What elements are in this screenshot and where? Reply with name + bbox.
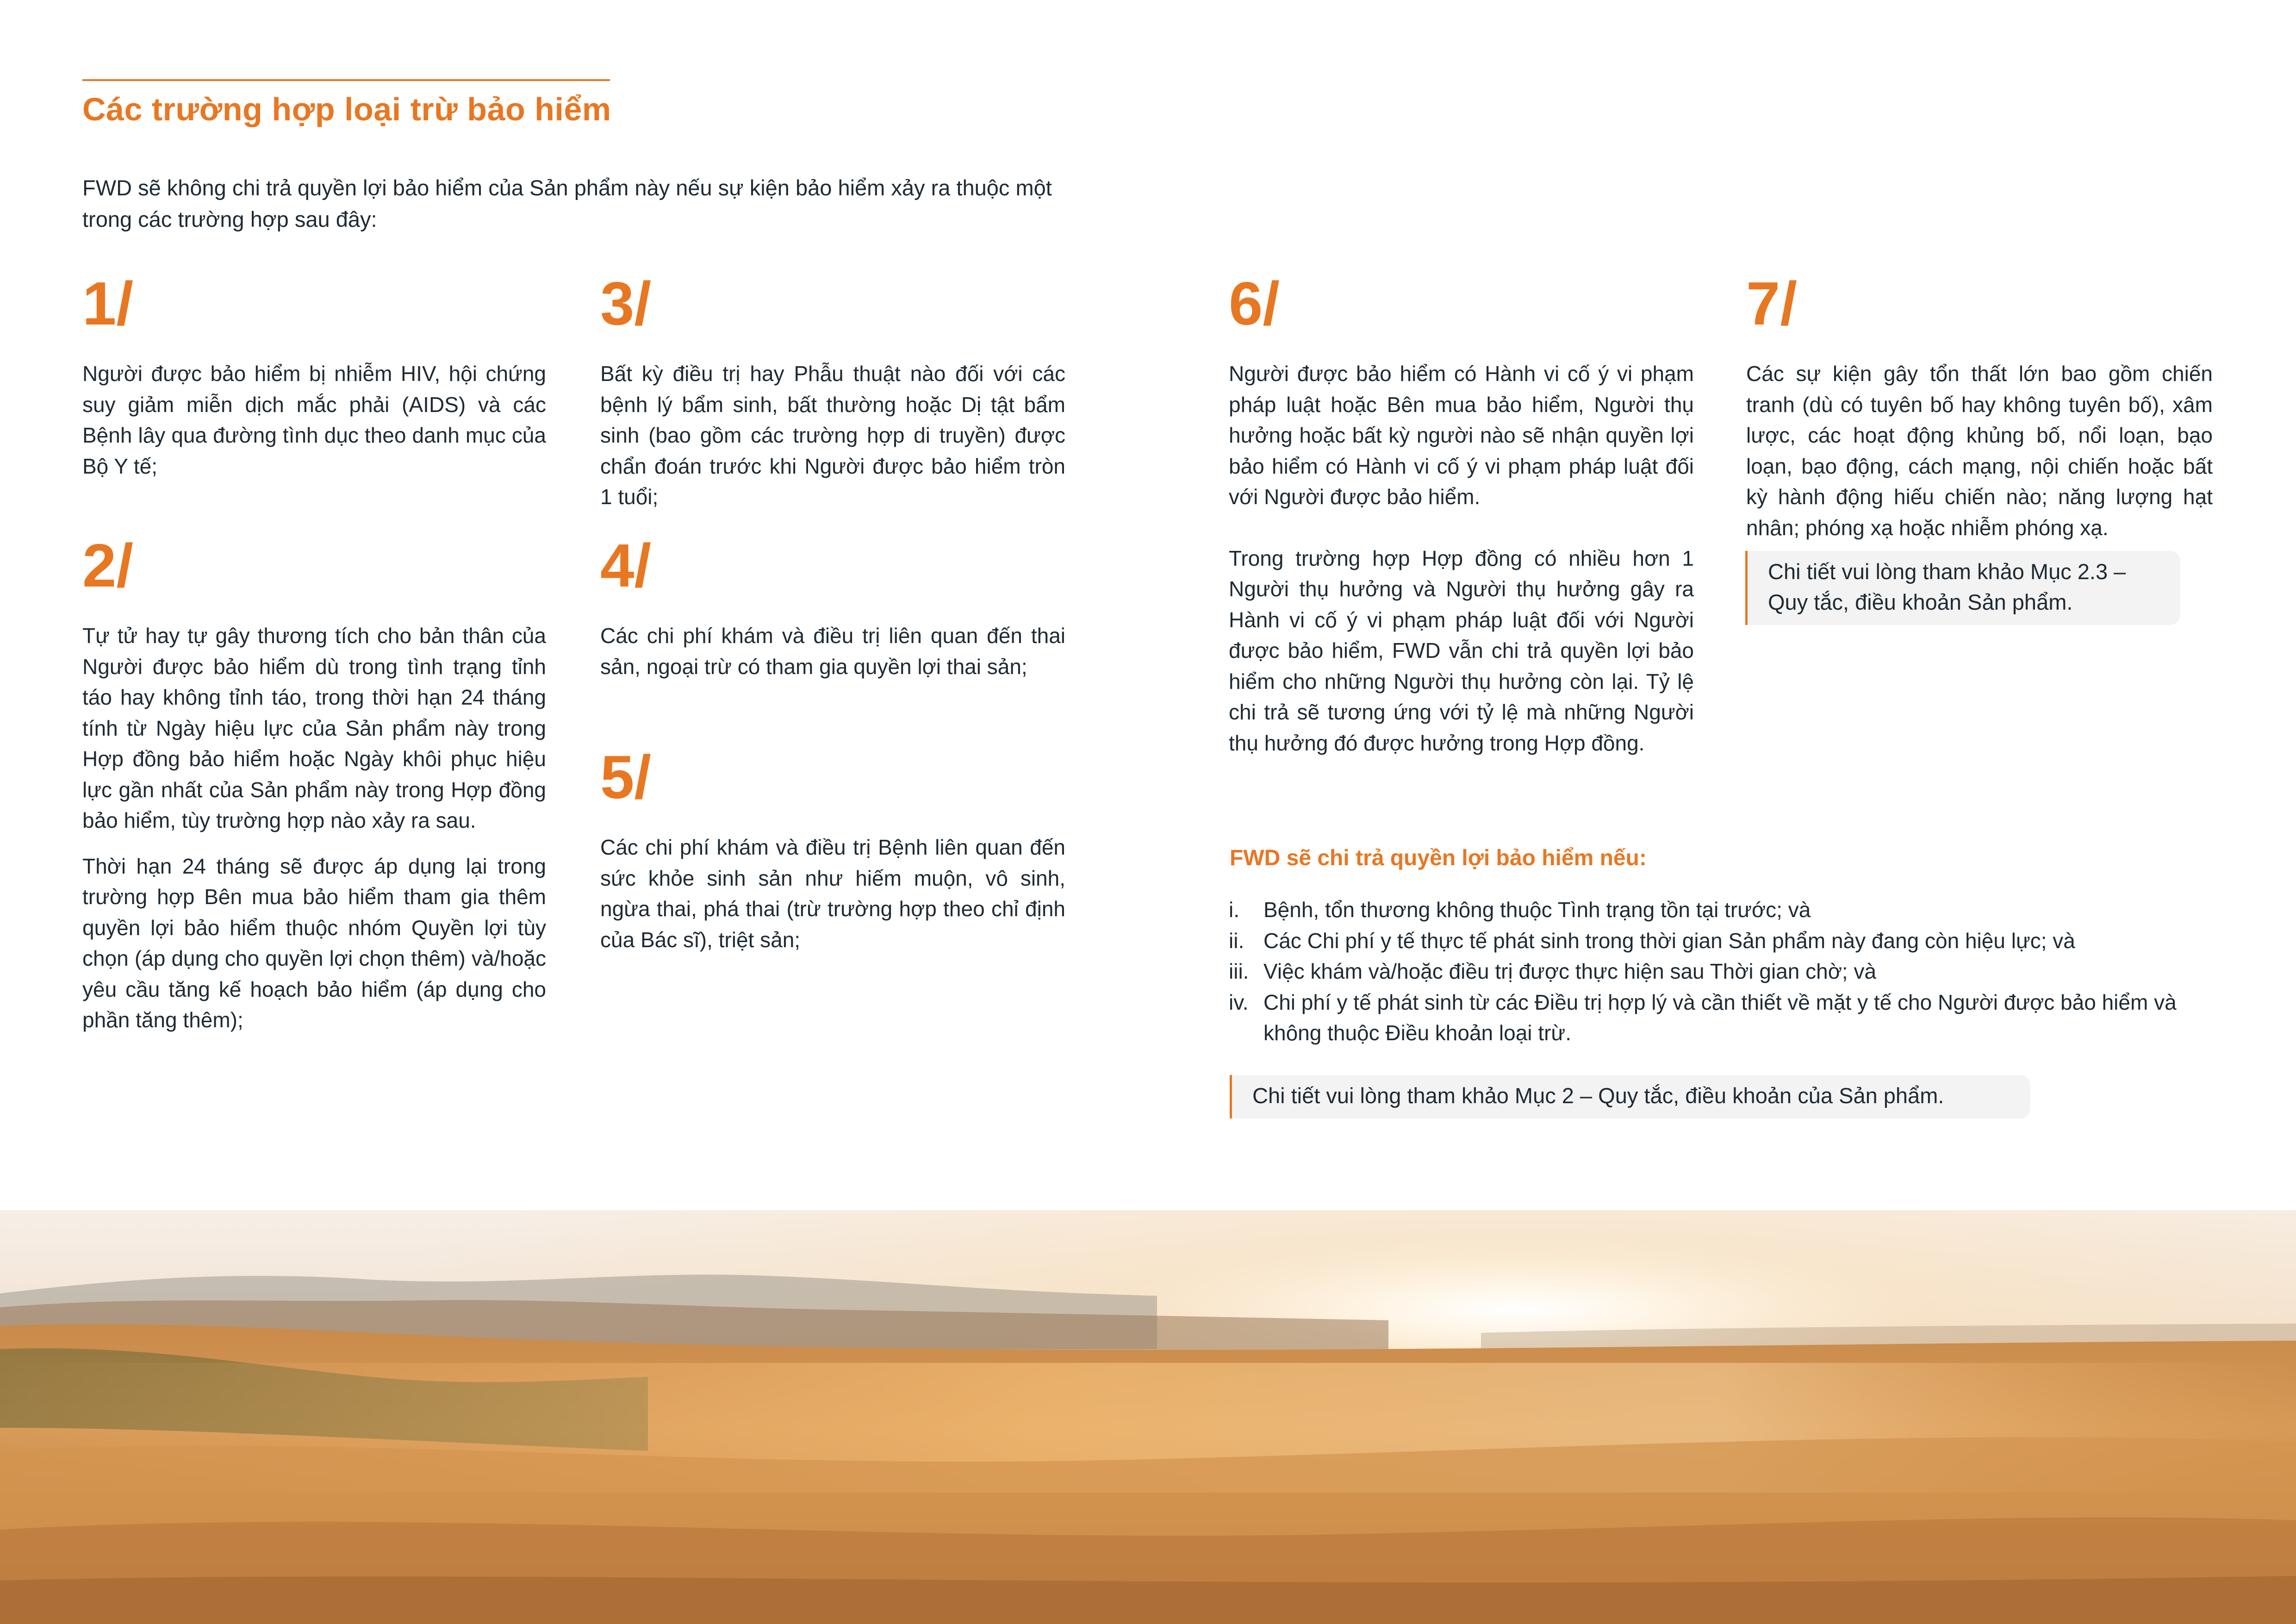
payout-list — [1229, 894, 2215, 1049]
intro-text: FWD sẽ không chi trả quyền lợi bảo hiểm của Sản phẩm này nếu sự kiện bảo hiểm xảy ra thuộc một trong các trường hợp sau đây: — [82, 175, 1052, 231]
list-item — [1229, 894, 2215, 925]
landscape-illustration — [0, 1210, 2296, 1624]
exclusion-text: Người được bảo hiểm bị nhiễm HIV, hội chứng suy giảm miễn dịch mắc phải (AIDS) và các Bệnh lây qua đường tình dục theo danh mục của Bộ Y tế; — [82, 362, 546, 478]
exclusion-text: Các chi phí khám và điều trị liên quan đến thai sản, ngoại trừ có tham gia quyền lợi thai sản; — [600, 624, 1065, 679]
exclusion-item-6 — [1229, 269, 1694, 758]
list-marker: i. — [1229, 898, 1239, 922]
exclusion-item-2 — [82, 531, 546, 1036]
exclusion-number: 4/ — [600, 531, 652, 600]
exclusion-item-7 — [1746, 269, 2213, 543]
exclusion-text: Trong trường hợp Hợp đồng có nhiều hơn 1 Người thụ hưởng và Người thụ hưởng gây ra Hành vi cố ý vi phạm pháp luật đối với Người được bảo hiểm, FWD vẫn chi trả quyền lợi bảo hiểm cho những Người thụ hưởng còn lại. Tỷ lệ chi trả sẽ tương ứng với tỷ lệ mà những Người thụ hưởng đó được hưởng trong Hợp đồng. — [1229, 546, 1694, 755]
exclusion-text: Bất kỳ điều trị hay Phẫu thuật nào đối với các bệnh lý bẩm sinh, bất thường hoặc Dị tật bẩm sinh (bao gồm các trường hợp di truyền) được chẩn đoán trước khi Người được bảo hiểm tròn 1 tuổi; — [600, 362, 1065, 509]
exclusion-number: 7/ — [1746, 269, 1798, 337]
reference-note-payout: Chi tiết vui lòng tham khảo Mục 2 – Quy tắc, điều khoản của Sản phẩm. — [1230, 1075, 2030, 1118]
reference-note-item7: Chi tiết vui lòng tham khảo Mục 2.3 – Quy tắc, điều khoản Sản phẩm. — [1745, 551, 2180, 625]
exclusion-number: 6/ — [1229, 269, 1280, 337]
payout-heading: FWD sẽ chi trả quyền lợi bảo hiểm nếu: — [1230, 846, 1647, 870]
list-text: Bệnh, tổn thương không thuộc Tình trạng tồn tại trước; và — [1263, 898, 1811, 922]
exclusion-number: 1/ — [82, 269, 134, 337]
list-marker: ii. — [1229, 928, 1244, 953]
exclusion-number: 2/ — [82, 531, 134, 600]
list-item — [1229, 925, 2215, 956]
list-item — [1229, 987, 2215, 1049]
exclusion-item-4 — [600, 531, 1065, 682]
exclusion-number: 5/ — [600, 743, 652, 811]
exclusion-text: Người được bảo hiểm có Hành vi cố ý vi phạm pháp luật hoặc Bên mua bảo hiểm, Người thụ hưởng hoặc bất kỳ người nào sẽ nhận quyền lợi bảo hiểm có Hành vi cố ý vi phạm pháp luật đối với Người được bảo hiểm. — [1229, 362, 1694, 509]
list-text: Việc khám và/hoặc điều trị được thực hiện sau Thời gian chờ; và — [1263, 959, 1877, 983]
page-title: Các trường hợp loại trừ bảo hiểm — [82, 91, 611, 127]
list-item — [1229, 956, 2215, 987]
list-marker: iv. — [1229, 990, 1249, 1014]
exclusion-item-1 — [82, 269, 546, 481]
exclusion-number: 3/ — [600, 269, 652, 337]
list-text: Chi phí y tế phát sinh từ các Điều trị hợp lý và cần thiết về mặt y tế cho Người được bảo hiểm và không thuộc Điều khoản loại trừ. — [1263, 990, 2177, 1045]
exclusion-item-5 — [600, 743, 1065, 955]
exclusion-text: Các chi phí khám và điều trị Bệnh liên quan đến sức khỏe sinh sản như hiếm muộn, vô sinh, ngừa thai, phá thai (trừ trường hợp theo chỉ định của Bác sĩ), triệt sản; — [600, 835, 1065, 952]
list-text: Các Chi phí y tế thực tế phát sinh trong thời gian Sản phẩm này đang còn hiệu lực; và — [1263, 928, 2075, 953]
list-marker: iii. — [1229, 959, 1249, 983]
exclusion-text: Các sự kiện gây tổn thất lớn bao gồm chiến tranh (dù có tuyên bố hay không tuyên bố), xâm lược, các hoạt động khủng bố, nổi loạn, bạo loạn, bạo động, cách mạng, nội chiến hoặc bất kỳ hành động hiếu chiến nào; năng lượng hạt nhân; phóng xạ hoặc nhiễm phóng xạ. — [1746, 362, 2213, 540]
title-rule — [82, 79, 610, 81]
exclusion-text: Tự tử hay tự gây thương tích cho bản thân của Người được bảo hiểm dù trong tình trạng tỉnh táo hay không tỉnh táo, trong thời hạn 24 tháng tính từ Ngày hiệu lực của Sản phẩm này trong Hợp đồng bảo hiểm hoặc Ngày khôi phục hiệu lực gần nhất của Sản phẩm này trong Hợp đồng bảo hiểm, tùy trường hợp nào xảy ra sau. — [82, 624, 546, 832]
exclusion-text: Thời hạn 24 tháng sẽ được áp dụng lại trong trường hợp Bên mua bảo hiểm tham gia thêm quyền lợi bảo hiểm thuộc nhóm Quyền lợi tùy chọn (áp dụng cho quyền lợi chọn thêm) và/hoặc yêu cầu tăng kế hoạch bảo hiểm (áp dụng cho phần tăng thêm); — [82, 854, 546, 1032]
desert-landscape-photo — [0, 1210, 2296, 1624]
exclusion-item-3 — [600, 269, 1065, 512]
